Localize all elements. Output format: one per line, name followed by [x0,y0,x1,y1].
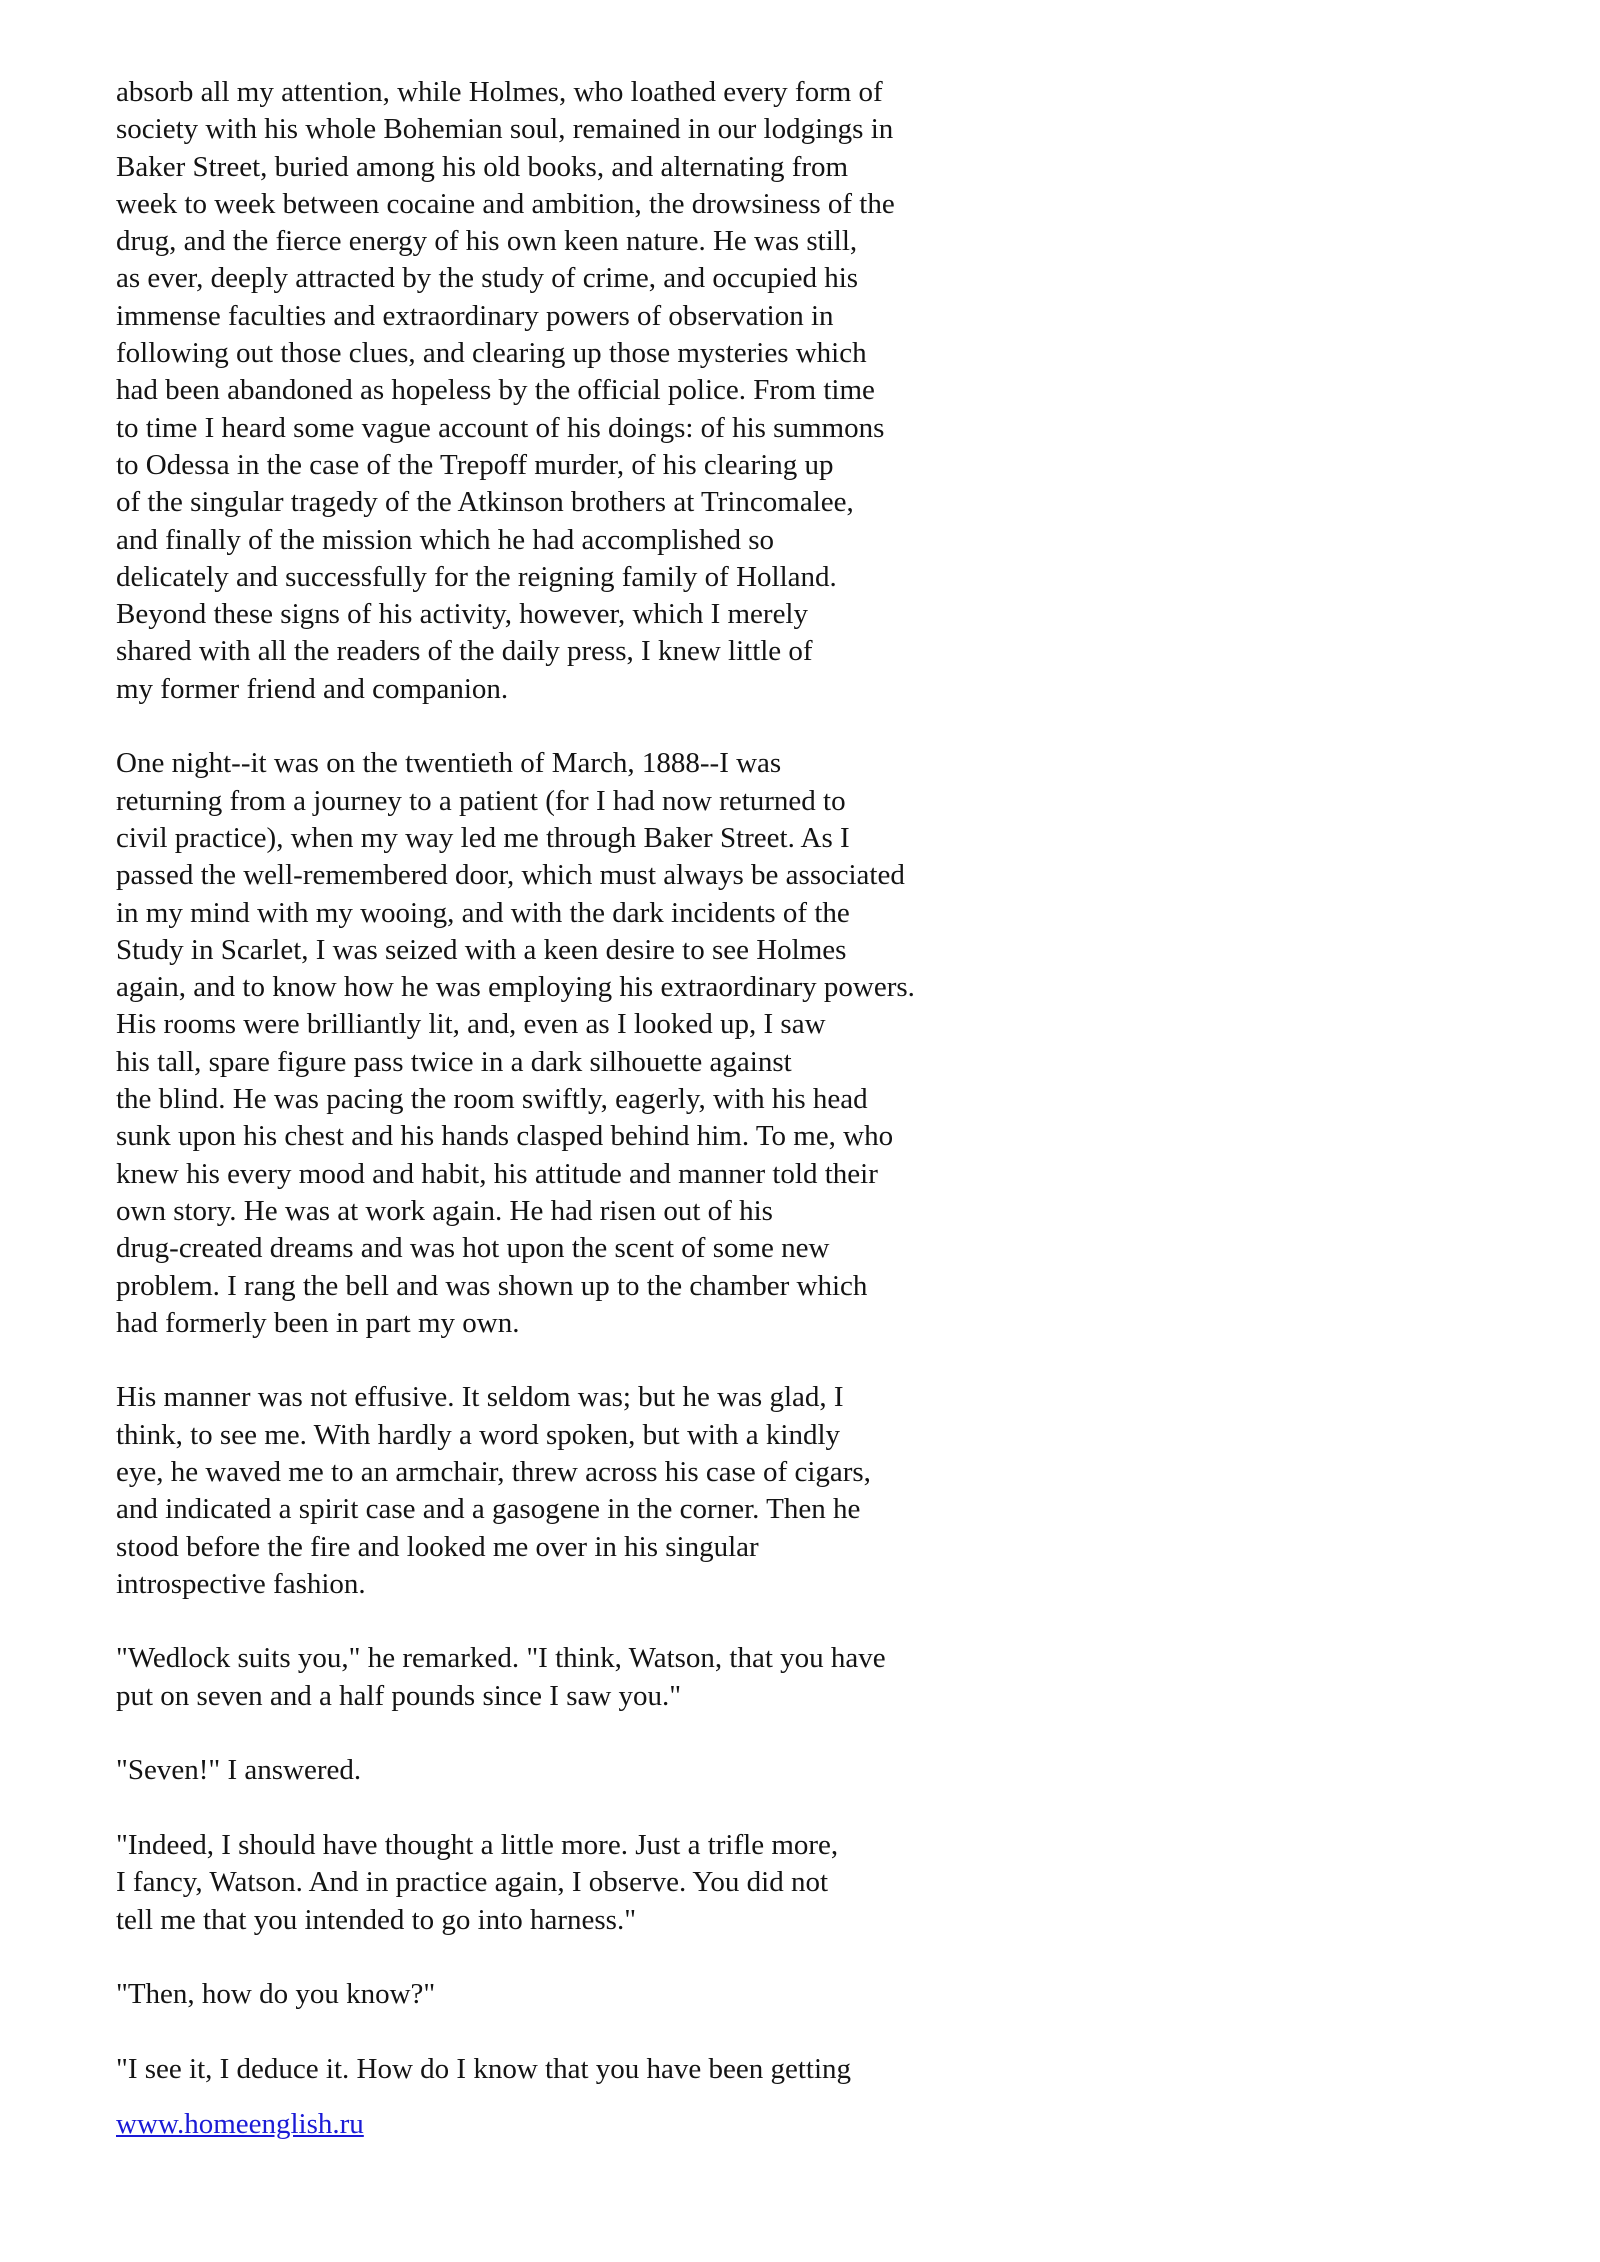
text-line: Baker Street, buried among his old books, and alternating from [116,150,849,183]
text-line: passed the well-remembered door, which must always be associated [116,859,905,892]
text-line: shared with all the readers of the daily press, I knew little of [116,635,813,668]
paragraph [116,1640,1116,1715]
text-line: drug, and the fierce energy of his own keen nature. He was still, [116,225,858,258]
text-line: returning from a journey to a patient (for I had now returned to [116,784,846,817]
text-line: Study in Scarlet, I was seized with a keen desire to see Holmes [116,933,847,966]
text-line: and indicated a spirit case and a gasogene in the corner. Then he [116,1493,861,1526]
text-line: in my mind with my wooing, and with the dark incidents of the [116,896,850,929]
text-line: to time I heard some vague account of his doings: of his summons [116,411,885,444]
paragraph [116,745,1116,1342]
text-line: His rooms were brilliantly lit, and, even as I looked up, I saw [116,1008,826,1041]
text-line: society with his whole Bohemian soul, remained in our lodgings in [116,113,894,146]
text-line: eye, he waved me to an armchair, threw across his case of cigars, [116,1455,871,1488]
text-line: again, and to know how he was employing his extraordinary powers. [116,971,915,1004]
text-line: and finally of the mission which he had accomplished so [116,523,774,556]
footer-website-link[interactable]: www.homeenglish.ru [116,2108,364,2140]
paragraph [116,1976,1116,2013]
text-line: sunk upon his chest and his hands clasped behind him. To me, who [116,1120,894,1153]
document-body [116,74,1116,2125]
text-line: civil practice), when my way led me through Baker Street. As I [116,821,850,854]
text-line: problem. I rang the bell and was shown up to the chamber which [116,1269,868,1302]
text-line: "I see it, I deduce it. How do I know that you have been getting [116,2052,852,2085]
text-line: to Odessa in the case of the Trepoff murder, of his clearing up [116,448,834,481]
text-line: as ever, deeply attracted by the study of crime, and occupied his [116,262,859,295]
text-line: immense faculties and extraordinary powers of observation in [116,299,834,332]
text-line: knew his every mood and habit, his attitude and manner told their [116,1157,878,1190]
text-line: the blind. He was pacing the room swiftly, eagerly, with his head [116,1083,868,1116]
paragraph [116,1379,1116,1603]
text-line: put on seven and a half pounds since I saw you." [116,1679,682,1712]
text-line: own story. He was at work again. He had risen out of his [116,1194,773,1227]
text-line: following out those clues, and clearing up those mysteries which [116,337,867,370]
text-line: I fancy, Watson. And in practice again, I observe. You did not [116,1866,829,1899]
text-line: of the singular tragedy of the Atkinson brothers at Trincomalee, [116,486,854,519]
text-line: His manner was not effusive. It seldom was; but he was glad, I [116,1381,844,1414]
text-line: tell me that you intended to go into harness." [116,1903,637,1936]
text-line: delicately and successfully for the reigning family of Holland. [116,560,837,593]
text-line: his tall, spare figure pass twice in a dark silhouette against [116,1045,792,1078]
paragraph [116,74,1116,708]
text-line: drug-created dreams and was hot upon the scent of some new [116,1232,830,1265]
paragraph [116,1827,1116,1939]
text-line: absorb all my attention, while Holmes, who loathed every form of [116,76,883,108]
text-line: introspective fashion. [116,1567,366,1600]
text-line: "Indeed, I should have thought a little more. Just a trifle more, [116,1828,839,1861]
text-line: week to week between cocaine and ambition, the drowsiness of the [116,187,895,220]
text-line: think, to see me. With hardly a word spoken, but with a kindly [116,1418,840,1451]
text-line: "Then, how do you know?" [116,1978,436,2011]
text-line: had formerly been in part my own. [116,1306,520,1339]
text-line: had been abandoned as hopeless by the official police. From time [116,374,875,407]
paragraph [116,2051,1116,2088]
text-line: stood before the fire and looked me over in his singular [116,1530,759,1563]
text-line: One night--it was on the twentieth of March, 1888--I was [116,747,782,780]
text-line: "Wedlock suits you," he remarked. "I think, Watson, that you have [116,1642,886,1675]
paragraph [116,1752,1116,1789]
text-line: my former friend and companion. [116,672,509,705]
text-line: "Seven!" I answered. [116,1754,362,1787]
text-line: Beyond these signs of his activity, however, which I merely [116,598,808,631]
